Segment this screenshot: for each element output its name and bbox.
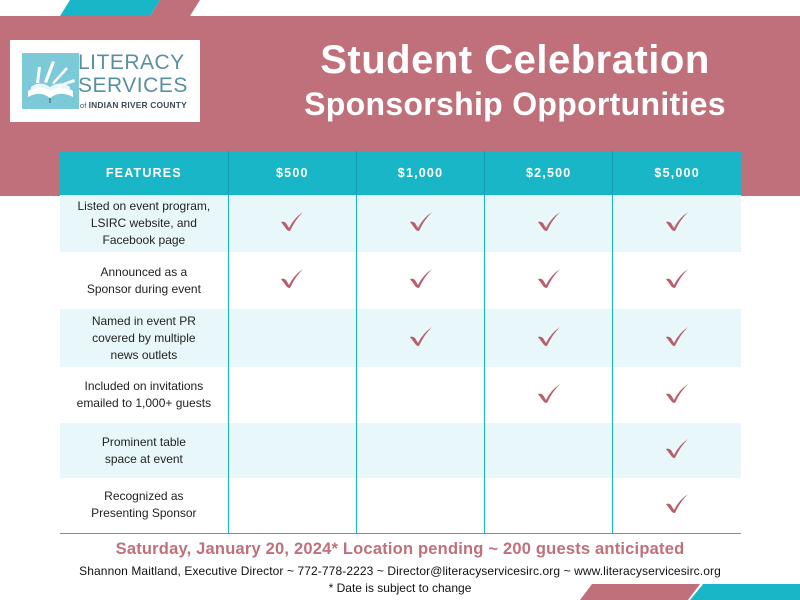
header-tier-5000: $5,000 [613,151,741,195]
feature-text-line: Included on invitations [84,379,204,393]
tier-cell [228,478,356,533]
logo-subtitle: of INDIAN RIVER COUNTY [80,100,187,110]
feature-text-line: emailed to 1,000+ guests [76,396,212,410]
table-row [60,423,741,478]
tier-cell [228,423,356,478]
feature-text-line: Prominent table [101,434,186,449]
title-line-2: Sponsorship Opportunities [304,86,726,122]
event-details: Saturday, January 20, 2024* Location pending ~ 200 guests anticipated [115,540,685,558]
date-note: * Date is subject to change [328,581,472,595]
tier-cell [228,252,356,309]
header-features: FEATURES [60,151,228,195]
tier-cell [356,478,484,533]
checkmark-icon [279,210,305,232]
feature-cell [60,309,228,367]
tier-cell [485,309,613,367]
feature-text-line: covered by multiple [92,330,196,345]
checkmark-icon [408,325,434,347]
feature-text-line: Facebook page [102,233,186,247]
table-row [60,252,741,309]
checkmark-icon [536,325,562,347]
table-header-row [60,151,741,195]
checkmark-icon [664,267,690,289]
feature-text-line: Listed on event program, [77,199,211,213]
header-tier-2500: $2,500 [485,151,613,195]
checkmark-icon [408,210,434,232]
tier-cell [613,195,741,252]
tier-cell [228,195,356,252]
tier-cell [613,252,741,309]
feature-text-line: Announced as a [100,264,188,279]
checkmark-icon [664,382,690,404]
tier-cell [356,423,484,478]
checkmark-icon [664,210,690,232]
feature-text-line: space at event [104,451,183,466]
checkmark-icon [664,437,690,459]
tier-cell [485,195,613,252]
tier-cell [613,478,741,533]
tier-cell [485,478,613,533]
feature-cell [60,478,228,533]
title-line-1: Student Celebration [320,38,710,82]
feature-text-line: LSIRC website, and [90,216,197,230]
tier-cell [228,309,356,367]
tier-cell [485,423,613,478]
tier-cell [613,423,741,478]
table-body [60,195,741,533]
checkmark-icon [664,492,690,514]
feature-cell [60,367,228,423]
feature-cell [60,252,228,309]
tier-cell [613,309,741,367]
checkmark-icon [664,325,690,347]
tier-cell [485,252,613,309]
tier-cell [356,195,484,252]
tier-cell [613,367,741,423]
checkmark-icon [279,267,305,289]
header-tier-500: $500 [228,151,356,195]
sponsorship-table [60,151,741,534]
table-row [60,309,741,367]
open-book-icon [22,53,79,109]
top-teal-stripe [60,0,160,16]
contact-details: Shannon Maitland, Executive Director ~ 772-778-2223 ~ Director@literacyservicesirc.org ~ www.literacyservicesirc.org [79,564,721,578]
feature-text-line: Sponsor during event [86,281,201,296]
header-tier-1000: $1,000 [356,151,484,195]
checkmark-icon [408,267,434,289]
feature-cell [60,195,228,252]
table-row [60,367,741,423]
checkmark-icon [536,210,562,232]
feature-text-line: news outlets [110,347,178,362]
feature-text-line: Recognized as [104,489,184,504]
tier-cell [356,367,484,423]
table-row [60,478,741,533]
checkmark-icon [536,267,562,289]
literacy-services-logo [10,40,200,122]
bottom-pink-stripe [580,584,700,600]
feature-text-line: Named in event PR [91,313,196,328]
tier-cell [356,252,484,309]
table-row [60,195,741,252]
bottom-teal-stripe [690,584,800,600]
feature-text-line: Presenting Sponsor [91,506,197,521]
checkmark-icon [536,382,562,404]
tier-cell [485,367,613,423]
logo-wordmark: LITERACY SERVICES [78,51,188,97]
feature-cell [60,423,228,478]
tier-cell [228,367,356,423]
tier-cell [356,309,484,367]
